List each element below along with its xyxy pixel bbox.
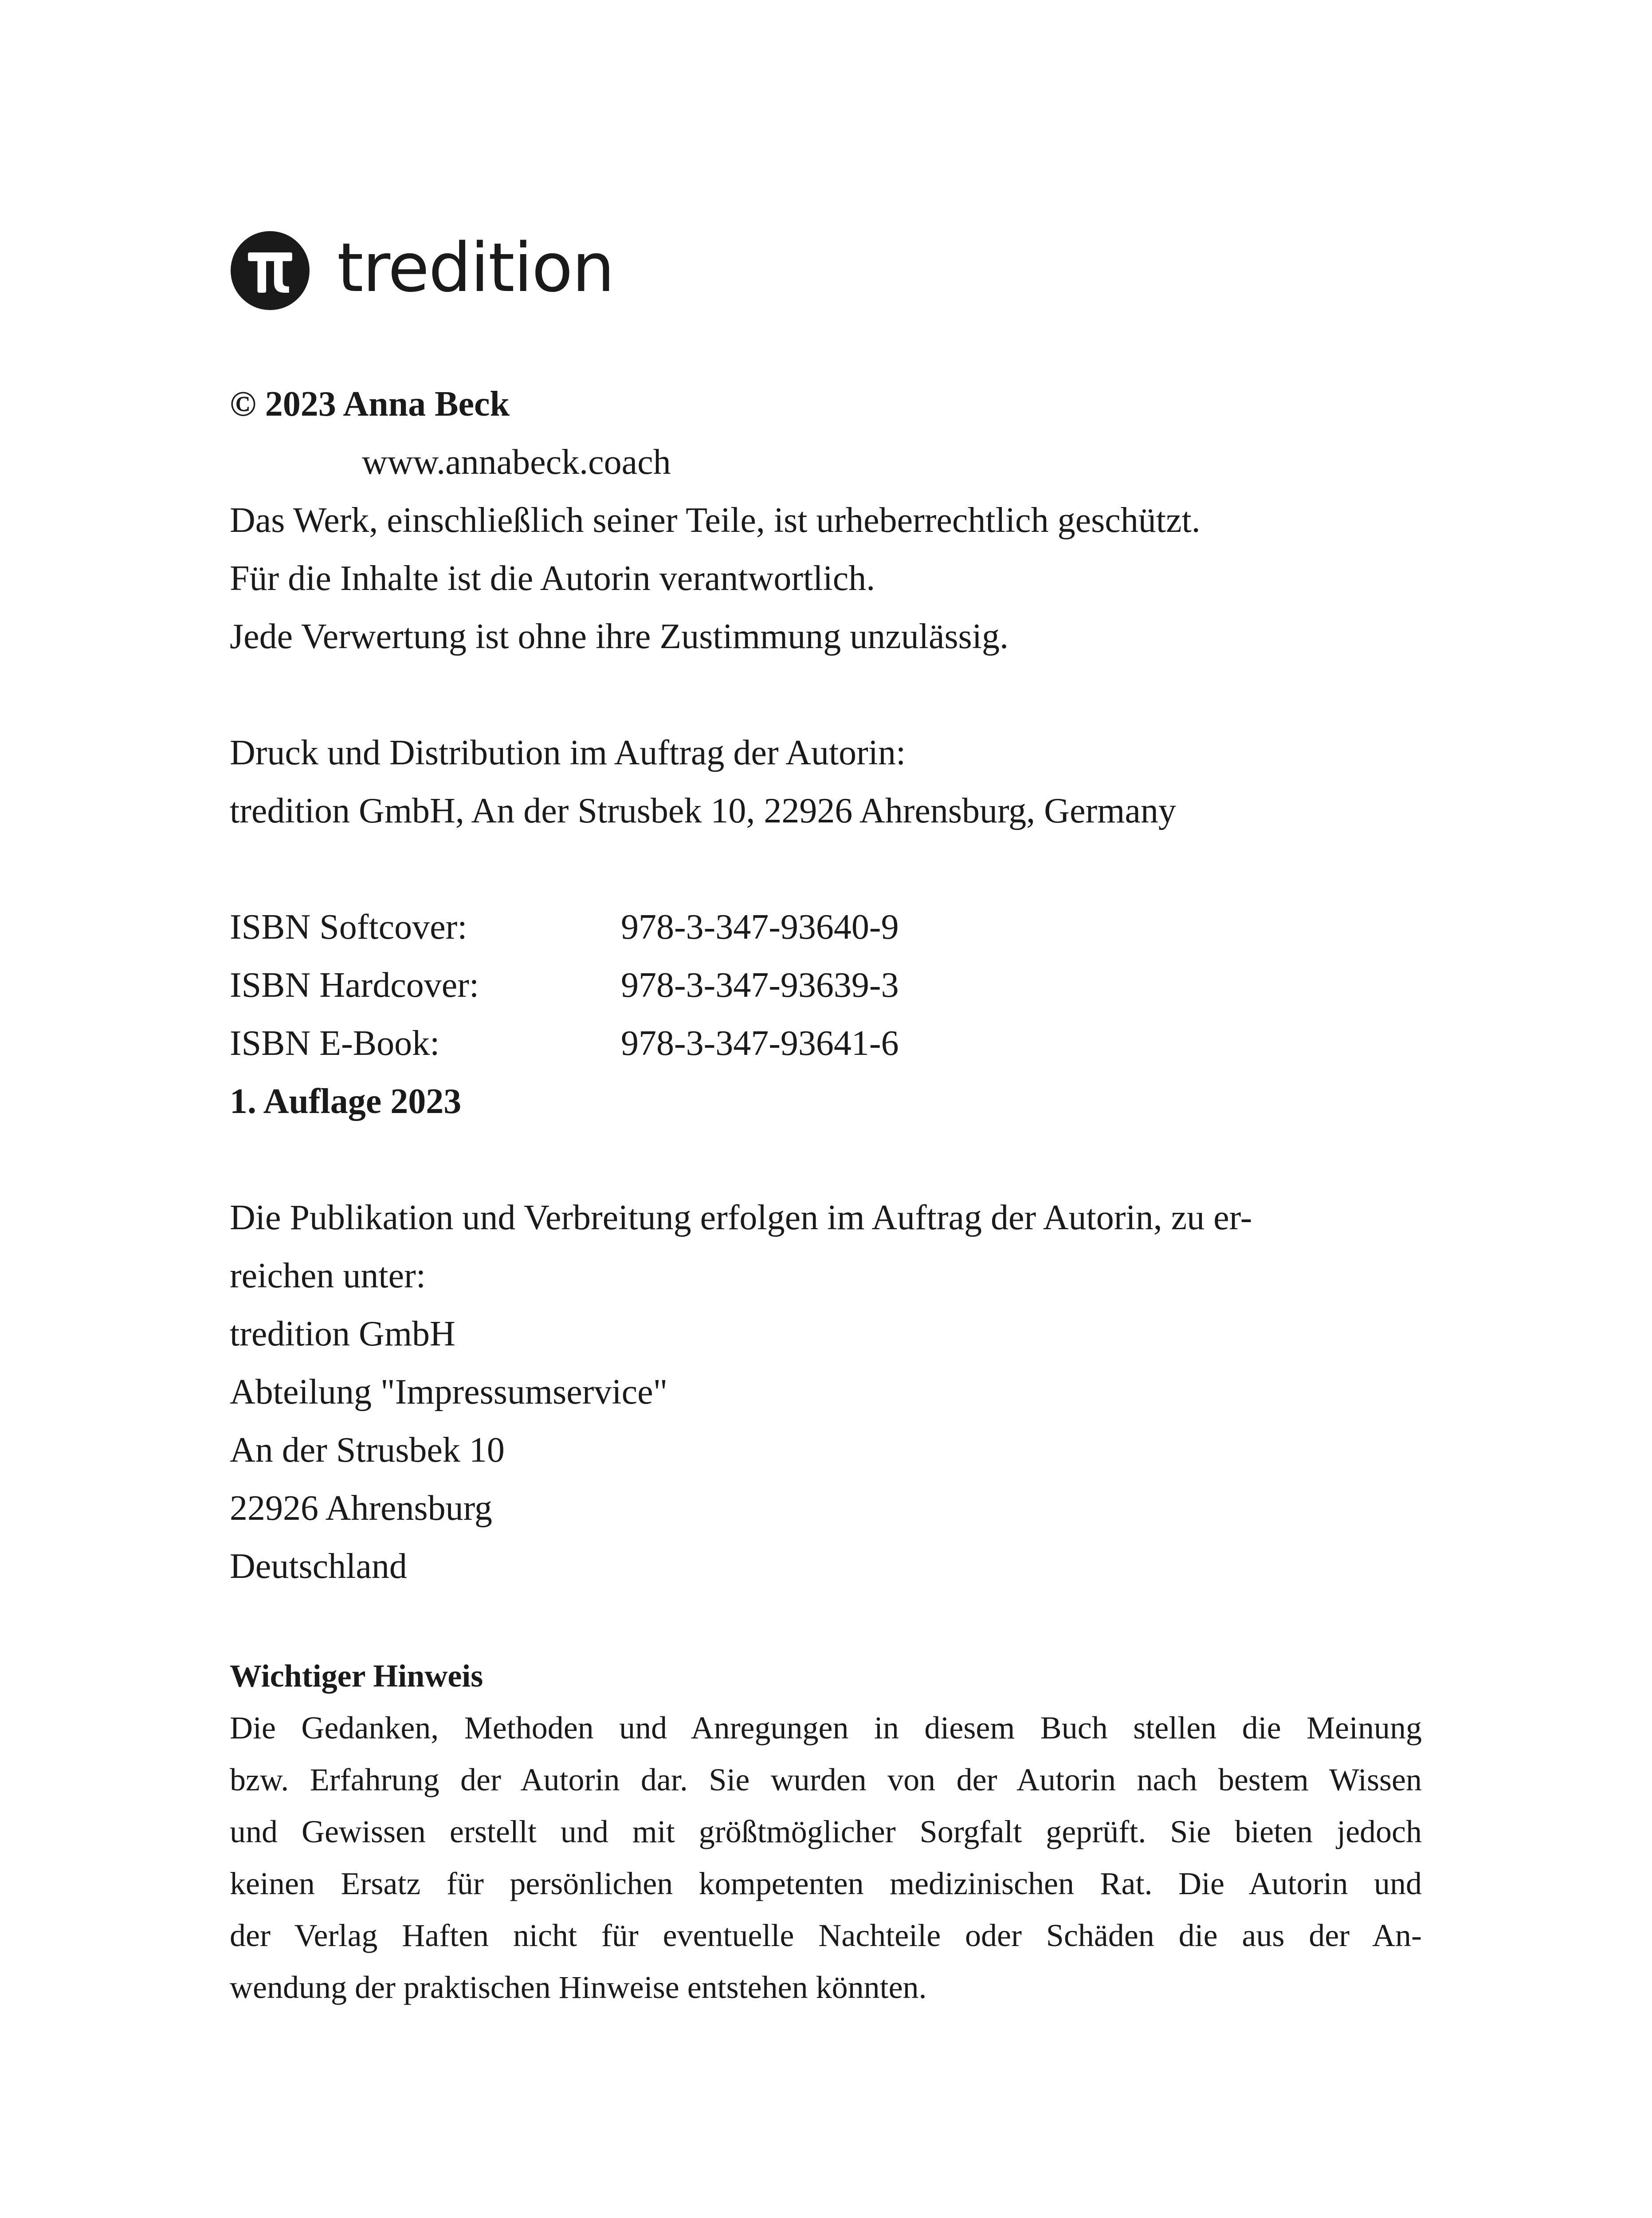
print-text-line: tredition GmbH, An der Strusbek 10, 22926 Ahrensburg, Germany <box>230 791 1176 830</box>
notice-line: Die Gedanken, Methoden und Anregungen in diesem Buch stellen die Meinung <box>230 1710 1422 1746</box>
notice-title: Wichtiger Hinweis <box>230 1658 483 1694</box>
publication-block <box>230 1189 1252 1596</box>
notice-line: bzw. Erfahrung der Autorin dar. Sie wurden von der Autorin nach bestem Wissen <box>230 1762 1422 1797</box>
publication-text-line: 22926 Ahrensburg <box>230 1489 492 1528</box>
copyright-text-line: Für die Inhalte ist die Autorin verantwortlich. <box>230 559 875 598</box>
notice-line: wendung der praktischen Hinweise entstehen könnten. <box>230 1970 927 2005</box>
publication-text-line: Die Publikation und Verbreitung erfolgen im Auftrag der Autorin, zu er- <box>230 1198 1252 1237</box>
publication-text-line: tredition GmbH <box>230 1314 455 1353</box>
publication-text-line: Deutschland <box>230 1547 407 1586</box>
author-website: www.annabeck.coach <box>362 443 671 482</box>
isbn-value: 978-3-347-93640-9 <box>621 908 899 947</box>
important-notice <box>230 1650 1422 2014</box>
isbn-label: ISBN Softcover: <box>230 908 467 947</box>
notice-line: keinen Ersatz für persönlichen kompetenten medizinischen Rat. Die Autorin und <box>230 1866 1422 1901</box>
copyright-text-line: Jede Verwertung ist ohne ihre Zustimmung unzulässig. <box>230 617 1009 656</box>
publication-text-line: Abteilung "Impressumservice" <box>230 1372 668 1412</box>
notice-line: und Gewissen erstellt und mit größtmöglicher Sorgfalt geprüft. Sie bieten jedoch <box>230 1814 1422 1849</box>
isbn-row <box>230 1015 899 1073</box>
isbn-block <box>230 898 899 1131</box>
isbn-value: 978-3-347-93641-6 <box>621 1024 899 1063</box>
publisher-logo <box>231 228 614 311</box>
tredition-logo-icon <box>231 231 310 310</box>
isbn-label: ISBN Hardcover: <box>230 966 479 1005</box>
notice-body <box>230 1702 1422 2014</box>
isbn-row <box>230 898 899 956</box>
print-text-line: Druck und Distribution im Auftrag der Autorin: <box>230 733 906 772</box>
publication-text-line: An der Strusbek 10 <box>230 1431 505 1470</box>
copyright-text-line: Das Werk, einschließlich seiner Teile, ist urheberrechtlich geschützt. <box>230 501 1201 540</box>
print-distribution-block <box>230 724 1176 840</box>
edition-line: 1. Auflage 2023 <box>230 1082 462 1121</box>
publication-text-line: reichen unter: <box>230 1256 426 1295</box>
isbn-row <box>230 956 899 1015</box>
isbn-value: 978-3-347-93639-3 <box>621 966 899 1005</box>
copyright-block <box>230 375 1201 666</box>
isbn-label: ISBN E-Book: <box>230 1024 440 1063</box>
logo-wordmark: tredition <box>337 228 614 307</box>
copyright-line: © 2023 Anna Beck <box>230 385 510 424</box>
notice-line: der Verlag Haften nicht für eventuelle Nachteile oder Schäden die aus der An- <box>230 1918 1422 1953</box>
